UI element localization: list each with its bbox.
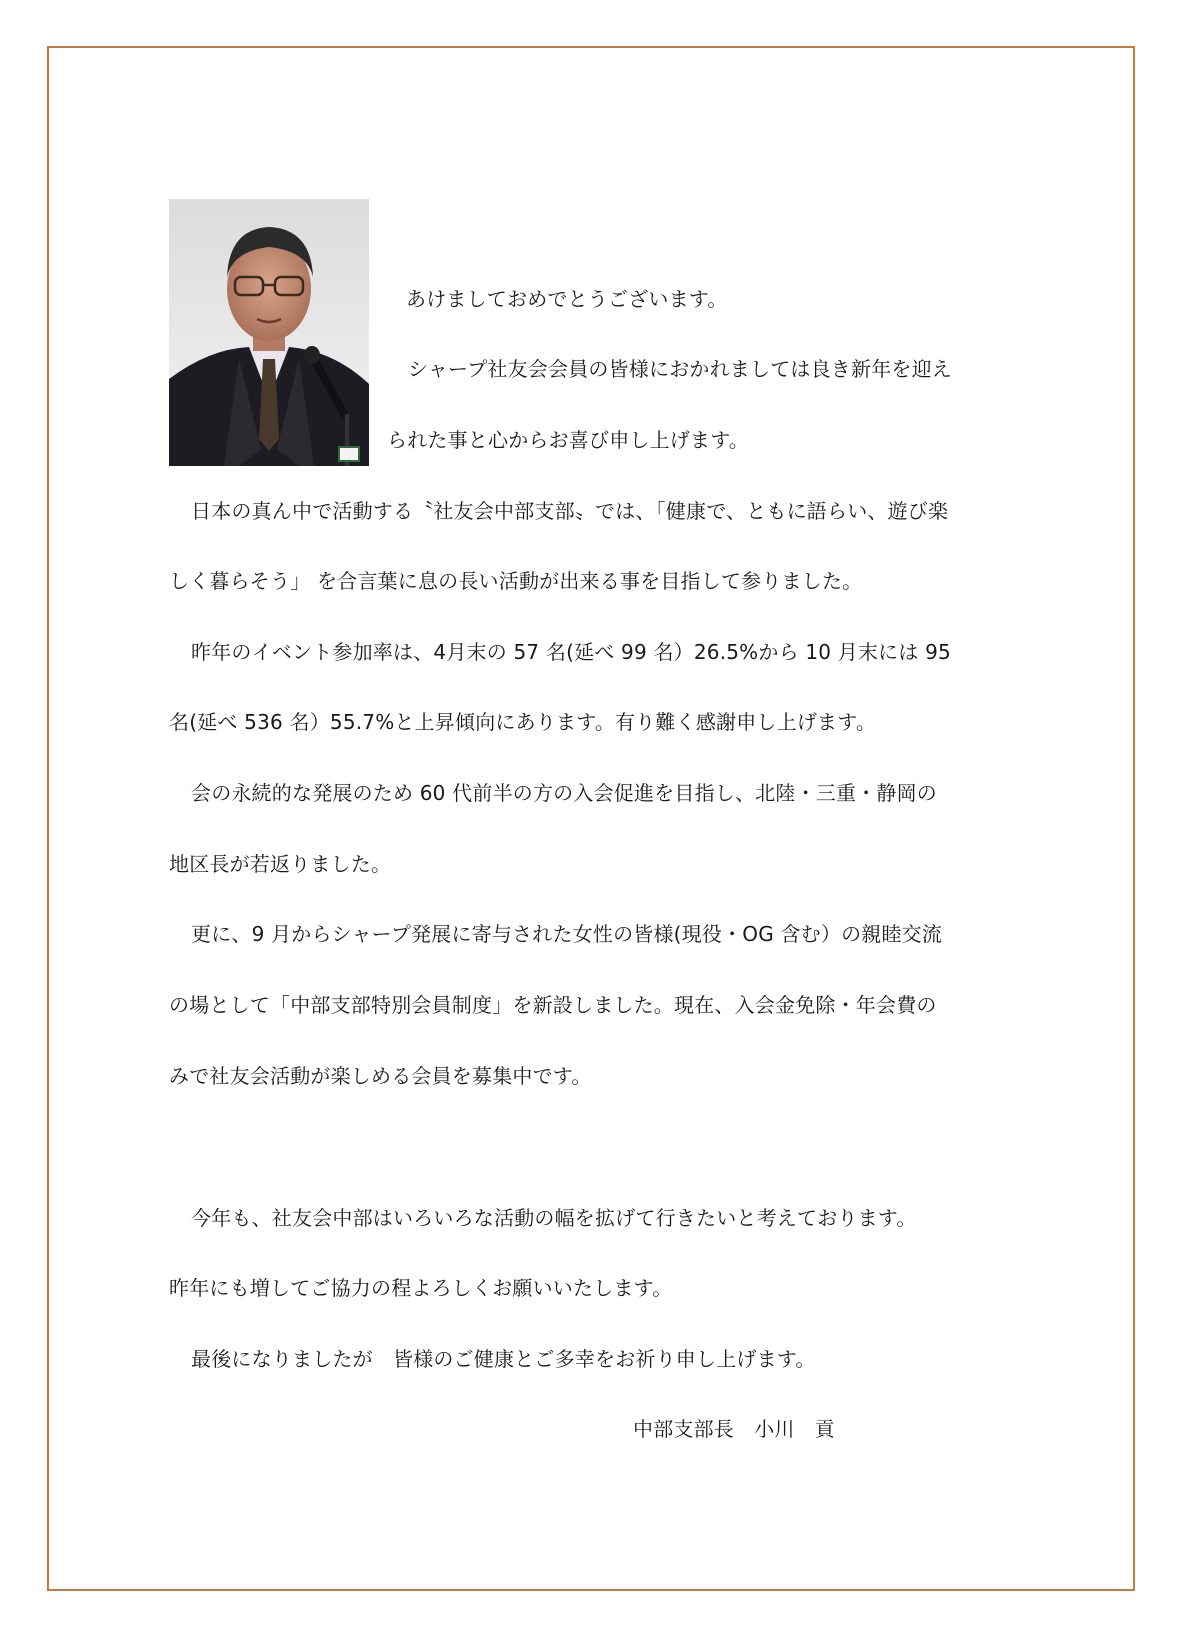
greeting-line-1: あけましておめでとうございます。 bbox=[406, 287, 728, 311]
greeting-line-3: られた事と心からお喜び申し上げます。 bbox=[387, 428, 749, 452]
signature: 中部支部長 小川 貢 bbox=[633, 1417, 835, 1441]
body-line-9: みで社友会活動が楽しめる会員を募集中です。 bbox=[169, 1064, 592, 1088]
greeting-line-2: シャープ社友会会員の皆様におかれましては良き新年を迎え bbox=[408, 357, 952, 381]
body-line-8: の場として「中部支部特別会員制度」を新設しました。現在、入会金免除・年会費の bbox=[169, 993, 937, 1017]
body-line-3: 昨年のイベント参加率は、4月末の 57 名(延べ 99 名）26.5%から 10 月末には 95 bbox=[191, 640, 951, 664]
closing-line-1: 今年も、社友会中部はいろいろな活動の幅を拡げて行きたいと考えております。 bbox=[191, 1206, 917, 1230]
closing-line-3: 最後になりましたが 皆様のご健康とご多幸をお祈り申し上げます。 bbox=[191, 1347, 816, 1371]
portrait-photo bbox=[169, 199, 369, 466]
body-line-2: しく暮らそう」 を合言葉に息の長い活動が出来る事を目指して参りました。 bbox=[169, 569, 863, 593]
body-line-7: 更に、9 月からシャープ発展に寄与された女性の皆様(現役・OG 含む）の親睦交流 bbox=[191, 922, 943, 946]
closing-line-2: 昨年にも増してご協力の程よろしくお願いいたします。 bbox=[169, 1276, 673, 1300]
body-line-6: 地区長が若返りました。 bbox=[169, 852, 392, 876]
body-line-1: 日本の真ん中で活動する〝社友会中部支部〟では、「健康で、ともに語らい、遊び楽 bbox=[191, 499, 949, 523]
body-line-4: 名(延べ 536 名）55.7%と上昇傾向にあります。有り難く感謝申し上げます。 bbox=[169, 710, 877, 734]
body-line-5: 会の永続的な発展のため 60 代前半の方の入会促進を目指し、北陸・三重・静岡の bbox=[191, 781, 937, 805]
